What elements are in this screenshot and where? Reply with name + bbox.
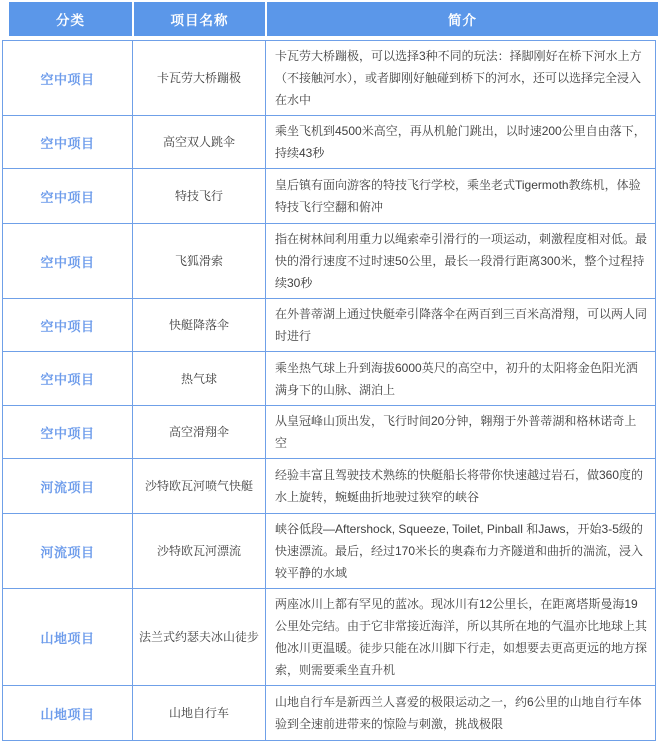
category-cell: 空中项目 [3, 352, 133, 406]
category-cell: 空中项目 [3, 406, 133, 459]
table-row [3, 116, 656, 169]
category-cell: 河流项目 [3, 459, 133, 514]
header-cell-category: 分类 [9, 2, 132, 36]
category-cell: 空中项目 [3, 169, 133, 224]
category-cell: 空中项目 [3, 41, 133, 116]
table-header [9, 2, 658, 36]
description-cell: 经验丰富且驾驶技术熟练的快艇船长将带你快速越过岩石，做360度的水上旋转，蜿蜒曲折地驶过狭窄的峡谷 [266, 459, 656, 514]
table-row [3, 41, 656, 116]
category-cell: 空中项目 [3, 299, 133, 352]
table-row [3, 352, 656, 406]
table-row [3, 224, 656, 299]
description-cell: 山地自行车是新西兰人喜爱的极限运动之一，约6公里的山地自行车体验到全速前进带来的惊险与刺激，挑战极限 [266, 686, 656, 741]
description-cell: 皇后镇有面向游客的特技飞行学校，乘坐老式Tigermoth教练机，体验特技飞行空翻和俯冲 [266, 169, 656, 224]
table-row [3, 686, 656, 741]
projects-table [2, 40, 656, 741]
description-cell: 卡瓦劳大桥蹦极，可以选择3种不同的玩法：择脚刚好在桥下河水上方（不接触河水），或者脚刚好触碰到桥下的河水，还可以选择完全浸入在水中 [266, 41, 656, 116]
table-row [3, 169, 656, 224]
description-cell: 在外普蒂湖上通过快艇牵引降落伞在两百到三百米高滑翔，可以两人同时进行 [266, 299, 656, 352]
project-name-cell: 沙特欧瓦河喷气快艇 [133, 459, 266, 514]
header-cell-project-name: 项目名称 [134, 2, 265, 36]
category-cell: 河流项目 [3, 514, 133, 589]
category-cell: 空中项目 [3, 116, 133, 169]
category-cell: 山地项目 [3, 589, 133, 686]
projects-table-body [3, 41, 656, 741]
project-name-cell: 特技飞行 [133, 169, 266, 224]
project-name-cell: 卡瓦劳大桥蹦极 [133, 41, 266, 116]
description-cell: 乘坐飞机到4500米高空，再从机舱门跳出，以时速200公里自由落下，持续43秒 [266, 116, 656, 169]
project-name-cell: 快艇降落伞 [133, 299, 266, 352]
category-cell: 空中项目 [3, 224, 133, 299]
table-row [3, 406, 656, 459]
description-cell: 两座冰川上都有罕见的蓝冰。现冰川有12公里长，在距离塔斯曼海19公里处完结。由于它非常接近海洋，所以其所在地的气温亦比地球上其他冰川更温暖。徒步只能在冰川脚下行走，如想要去更高更远的地方探索，则需要乘坐直升机 [266, 589, 656, 686]
project-name-cell: 法兰式约瑟夫冰山徒步 [133, 589, 266, 686]
description-cell: 乘坐热气球上升到海拔6000英尺的高空中，初升的太阳将金色阳光洒满身下的山脉、湖泊上 [266, 352, 656, 406]
header-cell-intro: 简介 [267, 2, 658, 36]
project-name-cell: 热气球 [133, 352, 266, 406]
table-row [3, 459, 656, 514]
table-row [3, 299, 656, 352]
project-name-cell: 高空滑翔伞 [133, 406, 266, 459]
description-cell: 指在树林间利用重力以绳索牵引滑行的一项运动，刺激程度相对低。最快的滑行速度不过时速50公里，最长一段滑行距离300米，整个过程持续30秒 [266, 224, 656, 299]
description-cell: 峡谷低段—Aftershock, Squeeze, Toilet, Pinball 和Jaws，开始3-5级的快速漂流。最后，经过170米长的奥森布力齐隧道和曲折的湍流，浸入较平静的水域 [266, 514, 656, 589]
description-cell: 从皇冠峰山顶出发，飞行时间20分钟，翱翔于外普蒂湖和格林诺奇上空 [266, 406, 656, 459]
project-name-cell: 飞狐滑索 [133, 224, 266, 299]
project-name-cell: 山地自行车 [133, 686, 266, 741]
table-row [3, 514, 656, 589]
project-name-cell: 沙特欧瓦河漂流 [133, 514, 266, 589]
project-name-cell: 高空双人跳伞 [133, 116, 266, 169]
category-cell: 山地项目 [3, 686, 133, 741]
table-row [3, 589, 656, 686]
